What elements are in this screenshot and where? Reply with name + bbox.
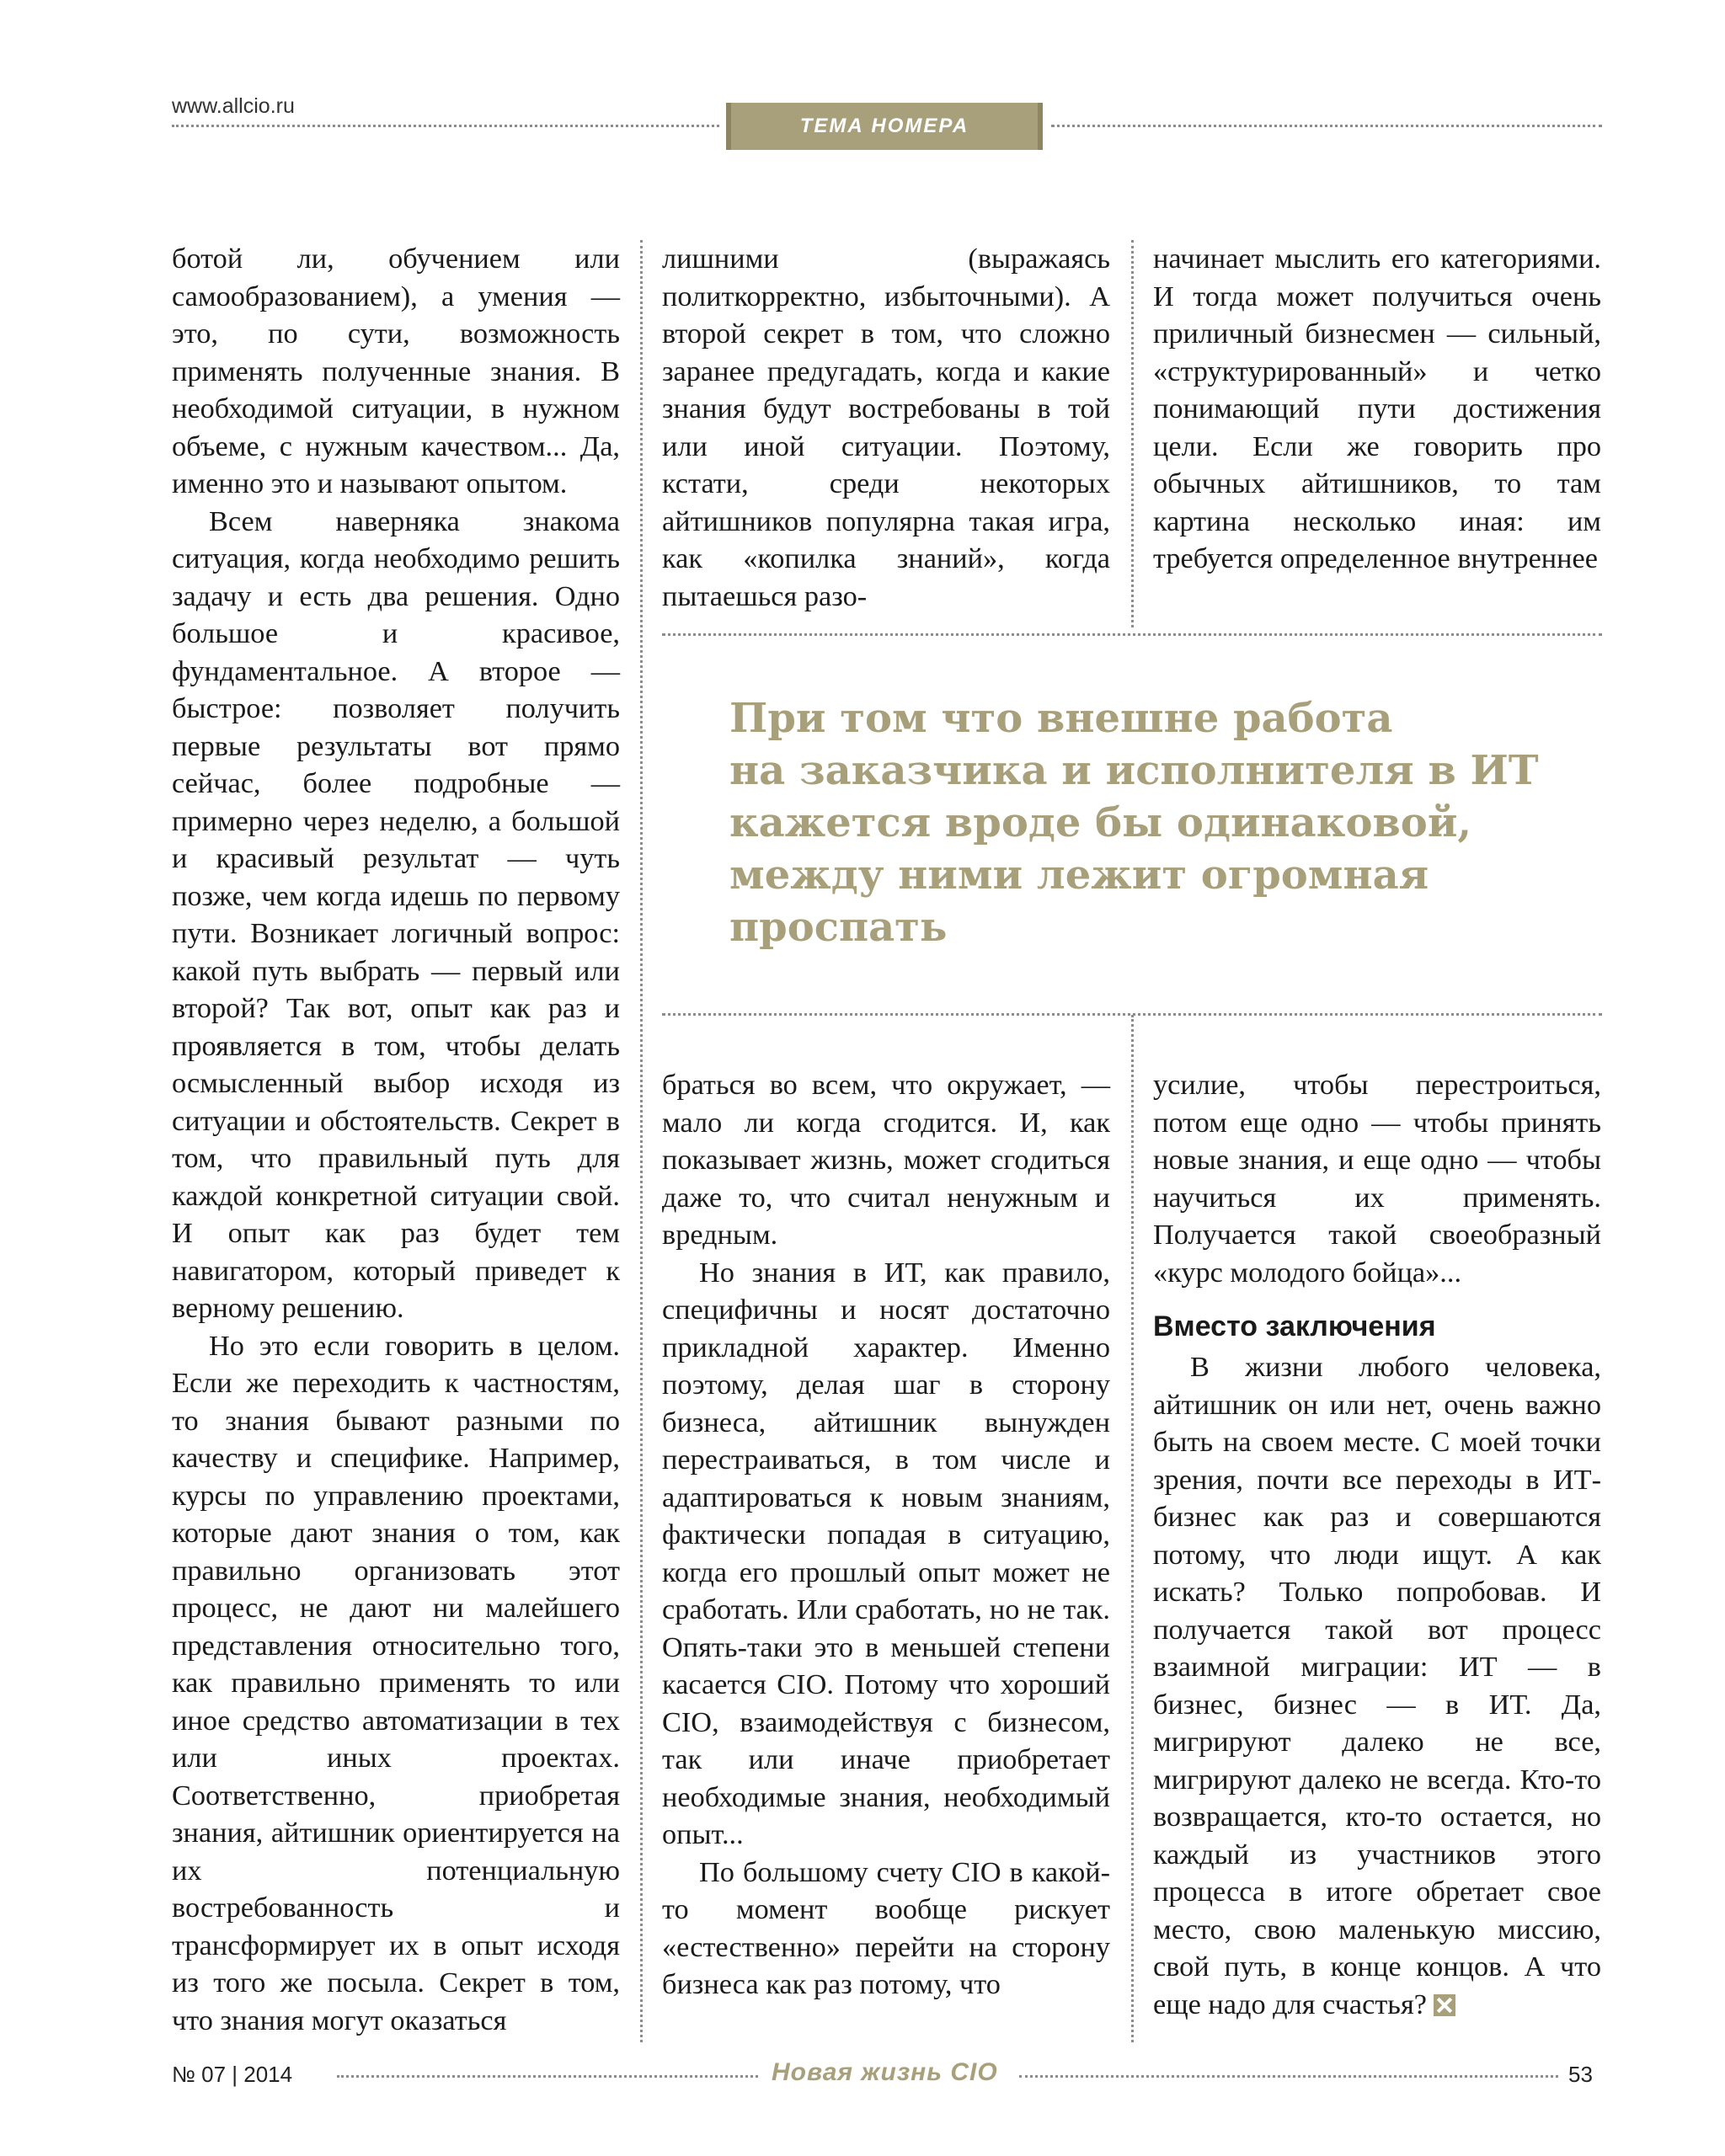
paragraph: Но это если говорить в целом. Если же переходить к частностям, то знания бывают разными по качеству и специфике. Например, курсы по управлению проектами, которые дают знания о том, как правильно организовать этот процесс, не дают ни малейшего представления относительно того, как правильно применять то или иное средство автоматизации в тех или иных проектах. Соответственно, приобретая знания, айтишник ориентируется на их потенциальную востребованность и трансформирует их в опыт исходя из того же посыла. Секрет в том, что знания могут оказаться bbox=[172, 1329, 620, 2036]
pull-quote-line: кажется вроде бы одинаковой, bbox=[729, 799, 1472, 846]
paragraph: По большому счету CIO в какой-то момент вообще рискует «естественно» перейти на сторону бизнеса как раз потому, что bbox=[662, 1855, 1110, 2000]
pull-quote-line: между ними лежит огромная bbox=[729, 851, 1429, 899]
header-rule-right bbox=[1051, 125, 1602, 127]
article-column-2-top bbox=[662, 240, 1110, 615]
pull-quote-line: проспать bbox=[729, 904, 948, 951]
paragraph: Но знания в ИТ, как правило, специфичны и носят достаточно прикладной характер. Именно поэтому, делая шаг в сторону бизнеса, айтишник вынужден перестраиваться, в том числе и адаптироваться к новым знаниям, фактически попадая в ситуацию, когда его прошлый опыт может не сработать. Или сработать, но не так. Опять-таки это в меньшей степени касается CIO. Потому что хороший CIO, взаимодействуя с бизнесом, так или иначе приобретает необходимые знания, необходимый опыт... bbox=[662, 1256, 1110, 1850]
paragraph: ботой ли, обучением или самообразованием), а умения — это, по сути, возможность применять полученные знания. В необходимой ситуации, в нужном объеме, с нужным качеством... Да, именно это и называют опытом. bbox=[172, 243, 620, 499]
header-rule-left bbox=[172, 125, 719, 127]
paragraph: Всем наверняка знакома ситуация, когда необходимо решить задачу и есть два решения. Одно большое и красивое, фундаментальное. А второе — быстрое: позволяет получить первые результаты вот прямо сейчас, более подробные — примерно через неделю, а большой и красивый результат — чуть позже, чем когда идешь по первому пути. Возникает логичный вопрос: какой путь выбрать — первый или второй? Так вот, опыт как раз и проявляется в том, чтобы делать осмысленный выбор исходя из ситуации и обстоятельств. Секрет в том, что правильный путь для каждой конкретной ситуации свой. И опыт как раз будет тем навигатором, который приведет к верному решению. bbox=[172, 504, 620, 1324]
end-of-article-mark-icon bbox=[1434, 1994, 1455, 2016]
column-divider-right-top bbox=[1131, 240, 1134, 627]
closing-paragraph-text: В жизни любого человека, айтишник он или нет, очень важно быть на своем месте. С моей точки зрения, почти все переходы в ИТ-бизнес как раз и совершаются потому, что люди ищут. А как искать? Только попробовав. И получается такой вот процесс взаимной миграции: ИТ — в бизнес, бизнес — в ИТ. Да, мигрируют далеко не все, мигрируют далеко не всегда. Кто-то возвращается, кто-то остается, но каждый из участников этого процесса в итоге обретает свое место, свою маленькую миссию, свой путь, в конце концов. А что еще надо для счастья? bbox=[1153, 1351, 1601, 2020]
pull-quote-rule-top bbox=[662, 633, 1602, 636]
pull-quote-line: на заказчика и исполнителя в ИТ bbox=[729, 747, 1539, 794]
column-divider-left bbox=[640, 240, 643, 2042]
paragraph: усилие, чтобы перестроиться, потом еще одно — чтобы принять новые знания, и еще одно — чтобы научиться их применять. Получается такой своеобразный «курс молодого бойца»... bbox=[1153, 1069, 1601, 1289]
magazine-title: Новая жизнь CIO bbox=[772, 2058, 998, 2086]
pull-quote-rule-bottom bbox=[662, 1013, 1602, 1016]
site-url[interactable]: www.allcio.ru bbox=[172, 94, 295, 118]
pull-quote bbox=[729, 692, 1589, 953]
article-column-2-bottom bbox=[662, 1066, 1110, 2004]
article-column-1 bbox=[172, 240, 620, 2039]
paragraph: браться во всем, что окружает, — мало ли когда сгодится. И, как показывает жизнь, может сгодиться даже то, что считал ненужным и вредным. bbox=[662, 1069, 1110, 1251]
section-label: ТЕМА НОМЕРА bbox=[726, 103, 1043, 150]
article-column-3-top bbox=[1153, 240, 1601, 578]
paragraph: начинает мыслить его категориями. И тогда может получиться очень приличный бизнесмен — сильный, «структурированный» и четко понимающий пути достижения цели. Если же говорить про обычных айтишников, то там картина несколько иная: им требуется определенное внутреннее bbox=[1153, 243, 1601, 574]
issue-number: № 07 | 2014 bbox=[172, 2062, 293, 2087]
footer-rule-right bbox=[1019, 2075, 1558, 2078]
article-column-3-bottom bbox=[1153, 1066, 1601, 2023]
paragraph bbox=[1153, 1348, 1601, 2023]
column-divider-right-bottom bbox=[1131, 1015, 1134, 2042]
paragraph: лишними (выражаясь политкорректно, избыточными). А второй секрет в том, что сложно заранее предугадать, когда и какие знания будут востребованы в той или иной ситуации. Поэтому, кстати, среди некоторых айтишников популярна такая игра, как «копилка знаний», когда пытаешься разо- bbox=[662, 243, 1110, 612]
footer-rule-left bbox=[337, 2075, 758, 2078]
section-subheading: Вместо заключения bbox=[1153, 1310, 1436, 1342]
pull-quote-line: При том что внешне работа bbox=[729, 695, 1393, 742]
page-number: 53 bbox=[1568, 2062, 1593, 2087]
